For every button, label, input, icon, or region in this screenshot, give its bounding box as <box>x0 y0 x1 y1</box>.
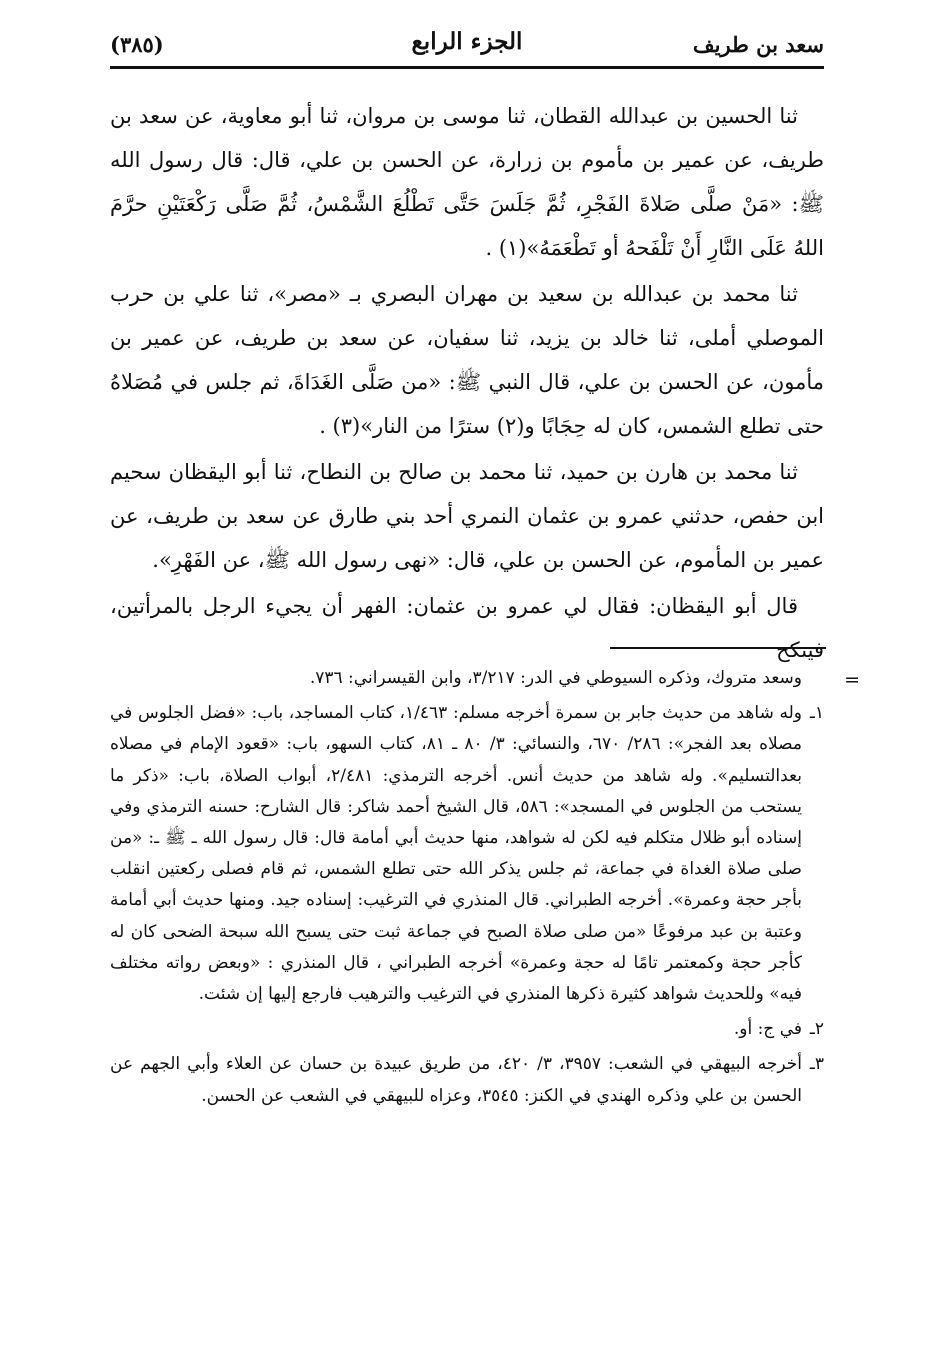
running-title: سعد بن طريف <box>692 32 824 57</box>
continuation-marker: = <box>844 669 860 691</box>
footnote-2 <box>110 1014 824 1045</box>
part-title: الجزء الرابع <box>411 28 523 55</box>
page-header <box>110 22 824 66</box>
footnote-number: ٢ـ <box>809 1019 824 1040</box>
main-text <box>110 94 824 674</box>
paragraph-4: قال أبو اليقظان: فقال لي عمرو بن عثمان: الفهر أن يجيء الرجل بالمرأتين، فينكح <box>110 594 824 662</box>
footnote-number: ٣ـ <box>809 1054 824 1075</box>
footnotes <box>110 663 860 1112</box>
footnote-continuation-text: وسعد متروك، وذكره السيوطي في الدر: ٣/٢١٧، وابن القيسراني: ٧٣٦. <box>309 668 802 688</box>
header-rule <box>110 66 824 69</box>
paragraph-2: ثنا محمد بن عبدالله بن سعيد بن مهران البصري بـ «مصر»، ثنا علي بن حرب الموصلي أملى، ثنا خالد بن يزيد، ثنا سفيان، عن سعد بن طريف، عن عمير بن مأمون، عن الحسن بن علي، قال النبي ﷺ: «من صَلَّى الغَدَاةَ، ثم جلس في مُصَلاهُ حتى تطلع الشمس، كان له حِجَابًا و(٢) سترًا من النار»(٣) . <box>110 282 824 438</box>
paragraph-1: ثنا الحسين بن عبدالله القطان، ثنا موسى بن مروان، ثنا أبو معاوية، عن سعد بن طريف، عن عمير بن مأموم بن زرارة، عن الحسن بن علي، قال: قال رسول الله ﷺ: «مَنْ صلَّى صَلاةَ الفَجْرِ، ثُمَّ جَلَسَ حَتَّى تَطْلُعَ الشَّمْسُ، ثُمَّ صَلَّى رَكْعَتَيْنِ حرَّمَ اللهُ عَلَى النَّارِ أَنْ تَلْفَحهُ أو تَطْعَمَهُ»(١) . <box>110 104 824 260</box>
footnote-3 <box>110 1049 824 1111</box>
footnote-text: وله شاهد من حديث جابر بن سمرة أخرجه مسلم: ١/٤٦٣، كتاب المساجد، باب: «فضل الجلوس في مصلاه بعد الفجر»: ٢٨٦/ ٦٧٠، والنسائي: ٣/ ٨٠ ـ ٨١، كتاب السهو، باب: «قعود الإمام في مصلاه بعدالتسليم». وله شاهد من حديث أنس. أخرجه الترمذي: ٢/٤٨١، أبواب الصلاة، باب: «ذكر ما يستحب من الجلوس في المسجد»: ٥٨٦، قال الشيخ أحمد شاكر: قال الشارح: حسنه الترمذي وفي إسناده أبو ظلال متكلم فيه لكن له شواهد، منها حديث أبي أمامة قال: قال رسول الله ـ ﷺ ـ: «من صلى صلاة الغداة في جماعة، ثم جلس يذكر الله حتى تطلع الشمس، ثم قام فصلى ركعتين انقلب بأجر حجة وعمرة». أخرجه الطبراني. قال المنذري في الترغيب: إسناده جيد. ومنها حديث أبي أمامة وعتبة بن عبد مرفوعًا «من صلى صلاة الصبح في جماعة ثبت حتى يسبح الله سبحة الضحى كان له كأجر حجة وكمعتمر تامًا له حجة وعمرة» أخرجه الطبراني ، قال المنذري : «وبعض رواته مختلف فيه» وللحديث شواهد كثيرة ذكرها المنذري في الترغيب والترهيب فارجع إليها إن شئت. <box>110 703 803 1005</box>
footnote-continuation <box>110 663 860 694</box>
footnote-separator <box>610 647 826 649</box>
page-number: (٣٨٥) <box>110 32 164 57</box>
footnote-text: في ج: أو. <box>733 1019 802 1040</box>
footnote-text: أخرجه البيهقي في الشعب: ٣٩٥٧، ٣/ ٤٢٠، من طريق عبيدة بن حسان عن العلاء وأبي الجهم عن الحسن بن علي وذكره الهندي في الكنز: ٣٥٤٥، وعزاه للبيهقي في الشعب عن الحسن. <box>110 1054 802 1106</box>
footnote-number: ١ـ <box>809 703 824 724</box>
footnote-1 <box>110 698 824 1010</box>
paragraph-3: ثنا محمد بن هارن بن حميد، ثنا محمد بن صالح بن النطاح، ثنا أبو اليقظان سحيم ابن حفص، حدثني عمرو بن عثمان النمري أحد بني طارق عن سعد بن طريف، عن عمير بن المأموم، عن الحسن بن علي، قال: «نهى رسول الله ﷺ، عن الفَهْرِ». <box>110 460 824 572</box>
